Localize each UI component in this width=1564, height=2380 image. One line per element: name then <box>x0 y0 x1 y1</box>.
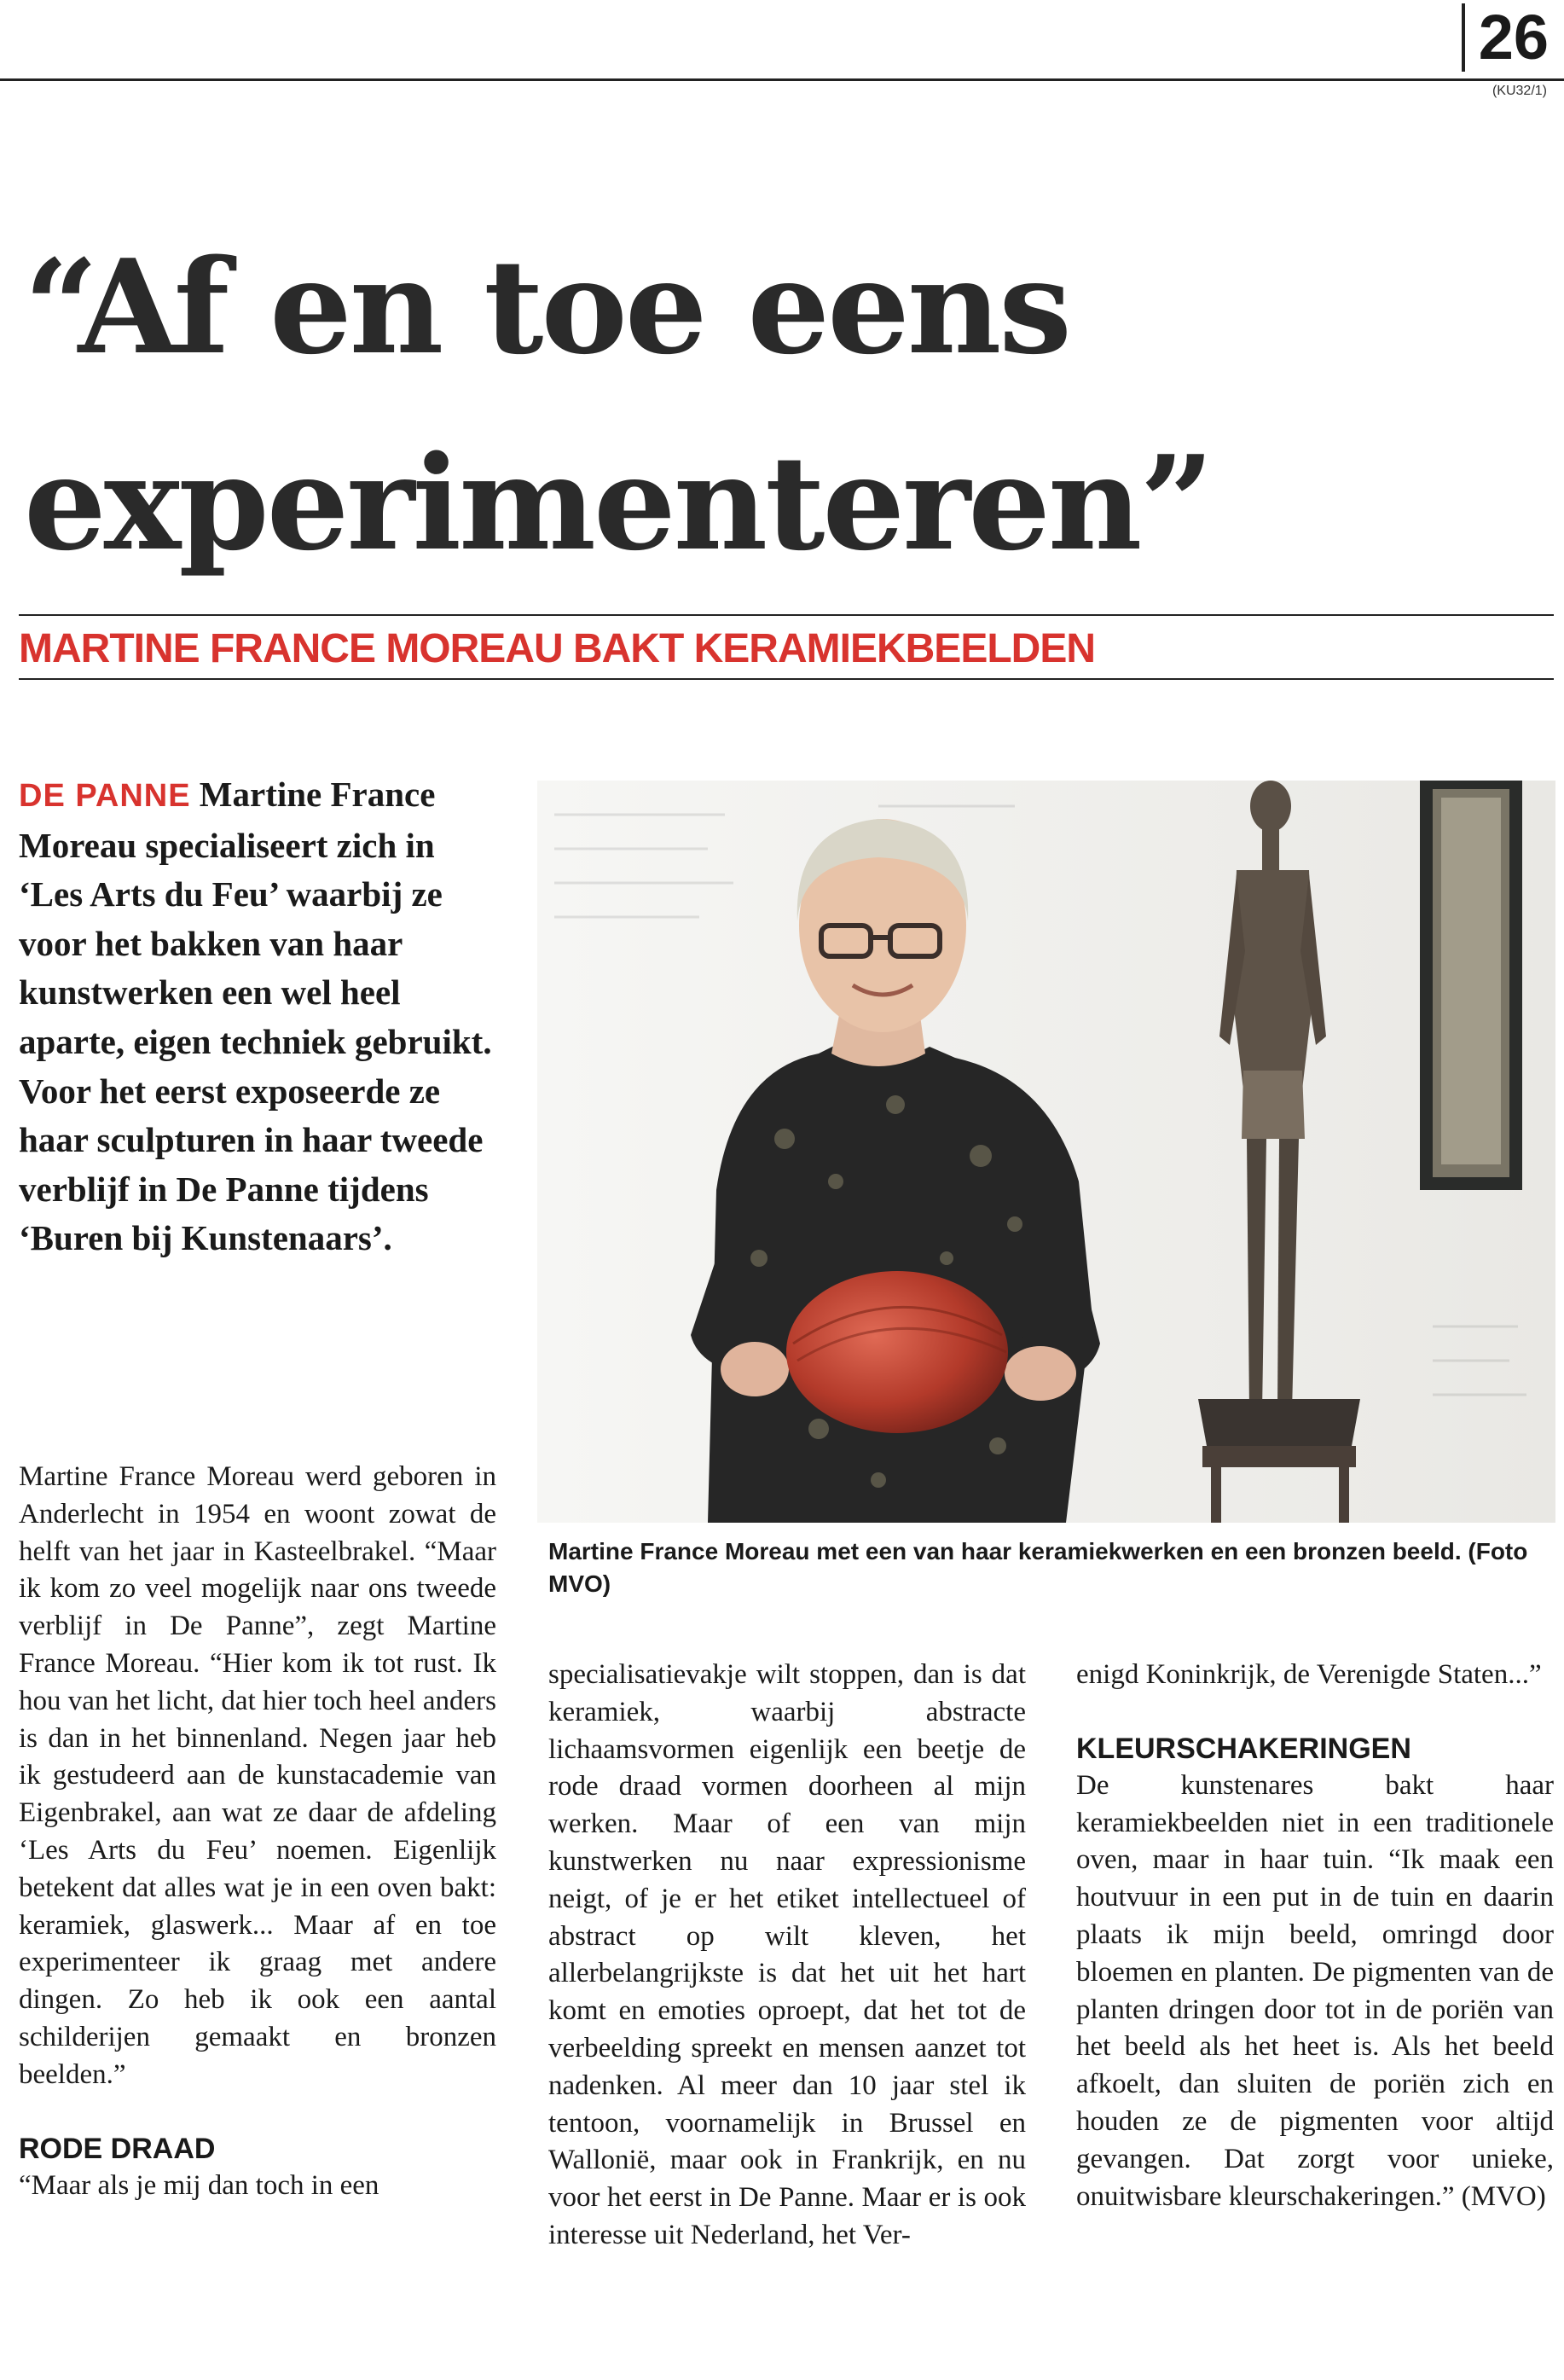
headline-line-1: “Af en toe eens <box>24 230 1069 383</box>
column-3-intro: enigd Koninkrijk, de Verenigde Staten...” <box>1076 1659 1542 1690</box>
column-1-paragraph: Martine France Moreau werd geboren in Anderlecht in 1954 en woont zowat de helft van het jaar in Kasteelbrakel. “Maar ik kom zo veel mogelijk naar ons tweede verblijf in De Panne”, zegt Martine France Moreau. “Hier kom ik tot rust. Ik hou van het licht, dat hier toch heel anders is dan in het binnenland. Negen jaar heb ik gestudeerd aan de kunstacademie van Eigenbrakel, aan wat ze daar de afdeling ‘Les Arts du Feu’ noemen. Eigenlijk betekent dat alles wat je in een oven bakt: keramiek, glaswerk... Maar af en toe experimenteer ik graag met andere dingen. Zo heb ik ook een aantal schilderijen gemaakt en bronzen beelden.” <box>19 1461 496 2090</box>
subheadline: MARTINE FRANCE MOREAU BAKT KERAMIEKBEELDEN <box>19 626 1095 671</box>
article-photo <box>537 781 1555 1523</box>
column-3-paragraph: De kunstenares bakt haar keramiekbeelden niet in een traditionele oven, maar in haar tuin. “Ik maak een houtvuur in een put in de tuin en daarin plaats ik mijn beeld, omringd door bloemen en planten. De pigmenten van de planten dringen door tot in de poriën van het beeld als het heet is. Als het beeld afkoelt, dan sluiten de poriën zich en houden ze de pigmenten voor altijd gevangen. Dat zorgt voor unieke, onuitwisbare kleurschakeringen.” (MVO) <box>1076 1769 1554 2212</box>
page-number: 26 <box>1462 3 1549 72</box>
body-column-1 <box>19 1459 496 2204</box>
lead-paragraph <box>19 770 501 1263</box>
column-2-paragraph: specialisatievakje wilt stoppen, dan is dat keramiek, waarbij abstracte lichaamsvormen eigenlijk een beetje de rode draad vormen doorheen al mijn werken. Maar of een van mijn kunstwerken nu naar expressionisme neigt, of je er het etiket intellectueel of abstract op wilt kleven, het allerbelangrijkste is dat het uit het hart komt en emoties oproept, dat het tot de verbeelding spreekt en mensen aanzet tot nadenken. Al meer dan 10 jaar stel ik tentoon, voornamelijk in Brussel en Wallonië, maar ook in Frankrijk, en nu voor het eerst in De Panne. Maar er is ook interesse uit Nederland, het Ver- <box>548 1659 1026 2250</box>
photo-illustration <box>537 781 1555 1523</box>
lead-kicker: DE PANNE <box>19 778 191 814</box>
section-heading-kleurschakeringen: KLEURSCHAKERINGEN <box>1076 1732 1411 1765</box>
page-code: (KU32/1) <box>1492 84 1547 98</box>
body-column-3 <box>1076 1657 1554 2215</box>
top-rule <box>0 78 1564 81</box>
subhead-bottom-rule <box>19 678 1554 680</box>
photo-caption: Martine France Moreau met een van haar keramiekwerken en een bronzen beeld. (Foto MVO) <box>548 1538 1528 1597</box>
section-heading-rode-draad: RODE DRAAD <box>19 2132 216 2165</box>
column-1-tail: “Maar als je mij dan toch in een <box>19 2169 379 2201</box>
body-column-2 <box>548 1657 1026 2255</box>
headline-line-2: experimenteren” <box>24 427 1212 579</box>
lead-text: Martine France Moreau specialiseert zich in ‘Les Arts du Feu’ waarbij ze voor het bakken van haar kunstwerken een wel heel aparte, eigen techniek gebruikt. Voor het eerst exposeerde ze haar sculpturen in haar tweede verblijf in De Panne tijdens ‘Buren bij Kunstenaars’. <box>19 775 492 1258</box>
subhead-top-rule <box>19 614 1554 616</box>
